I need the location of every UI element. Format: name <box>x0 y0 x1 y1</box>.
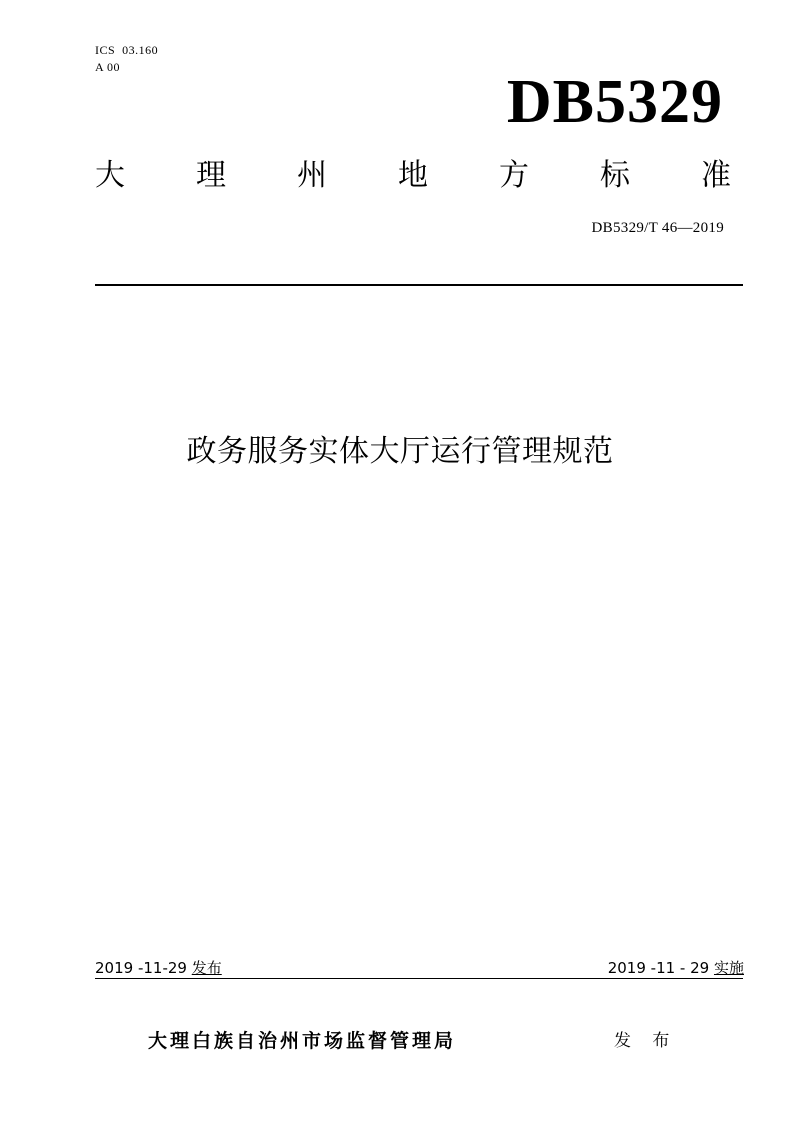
issue-label: 发 布 <box>614 1031 678 1051</box>
heading-char: 理 <box>196 158 226 193</box>
classification-codes <box>95 42 158 76</box>
document-title: 政务服务实体大厅运行管理规范 <box>186 434 614 469</box>
publish-date-line <box>95 958 222 978</box>
implement-date: 2019 -11 - 29 <box>607 959 710 977</box>
heading-char: 标 <box>600 158 630 193</box>
heading-char: 州 <box>297 158 327 193</box>
footer-divider <box>95 978 743 979</box>
ccs-code: A 00 <box>95 60 121 74</box>
heading-char: 准 <box>701 158 731 193</box>
ics-code: ICS 03.160 <box>95 43 159 57</box>
standard-code-large: DB5329 <box>506 68 723 136</box>
standard-number: DB5329/T 46—2019 <box>591 220 724 236</box>
implement-label: 实施 <box>713 959 744 977</box>
standard-category-heading <box>95 155 731 197</box>
publish-date: 2019 -11-29 <box>95 959 187 977</box>
heading-char: 地 <box>398 158 428 193</box>
issuing-authority: 大理白族自治州市场监督管理局 <box>148 1030 457 1052</box>
publish-label: 发布 <box>191 959 222 977</box>
header-divider <box>95 284 743 286</box>
implement-date-line <box>520 958 744 978</box>
heading-char: 方 <box>499 158 529 193</box>
heading-char: 大 <box>95 158 125 193</box>
